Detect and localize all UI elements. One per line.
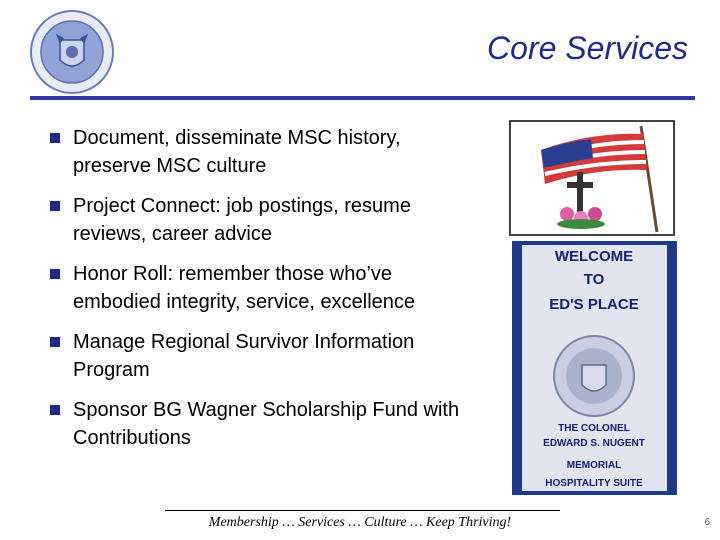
square-bullet-icon	[50, 269, 60, 279]
bullet-item	[50, 192, 480, 248]
title-underline	[30, 96, 695, 100]
slide-footer: Membership … Services … Culture … Keep Thriving!	[208, 515, 512, 530]
banner-graphic	[512, 241, 677, 495]
banner-seal-icon	[554, 336, 634, 416]
bullet-text: Document, disseminate MSC history, preserve MSC culture	[73, 127, 401, 177]
bullet-item	[50, 260, 480, 316]
bullet-item	[50, 328, 480, 384]
bullet-text: Manage Regional Survivor Information Program	[73, 331, 415, 381]
flag-memorial-image	[509, 120, 675, 236]
banner-line-4: THE COLONEL	[558, 423, 630, 434]
banner-line-3: ED'S PLACE	[549, 296, 639, 313]
page-number: 6	[704, 517, 710, 528]
welcome-banner-image	[512, 241, 677, 495]
bullet-list	[50, 124, 480, 464]
square-bullet-icon	[50, 405, 60, 415]
banner-line-1: WELCOME	[554, 248, 634, 265]
slide-title: Core Services	[487, 30, 688, 66]
square-bullet-icon	[50, 201, 60, 211]
square-bullet-icon	[50, 133, 60, 143]
bullet-item	[50, 124, 480, 180]
flag-icon	[511, 122, 673, 234]
bullet-text: Sponsor BG Wagner Scholarship Fund with Contributions	[73, 399, 460, 449]
msc-association-seal-logo	[30, 10, 114, 94]
square-bullet-icon	[50, 337, 60, 347]
bullet-text: Honor Roll: remember those who’ve embodied integrity, service, excellence	[73, 263, 416, 313]
bullet-item	[50, 396, 480, 452]
footer-divider	[165, 510, 560, 511]
banner-line-2: TO	[583, 271, 605, 288]
bullet-text: Project Connect: job postings, resume reviews, career advice	[73, 195, 411, 245]
banner-line-5: EDWARD S. NUGENT	[543, 438, 645, 449]
banner-line-7: HOSPITALITY SUITE	[545, 478, 643, 489]
banner-line-6: MEMORIAL	[566, 460, 622, 471]
